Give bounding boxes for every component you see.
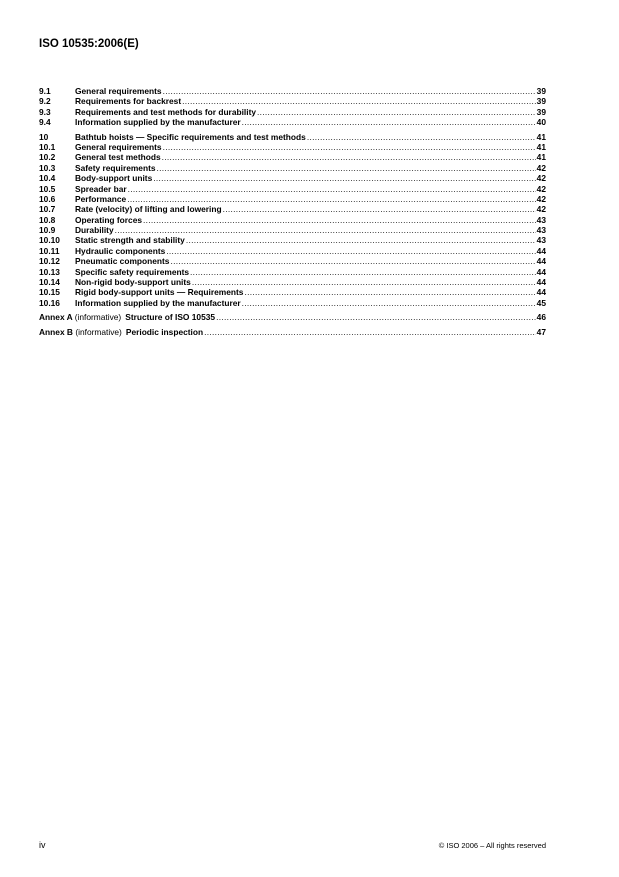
dot-leader	[163, 142, 536, 152]
toc-entry[interactable]	[39, 142, 546, 152]
annex-type: (informative)	[74, 312, 122, 323]
toc-entry-number: 10.13	[39, 266, 60, 277]
toc-entry-number: 10.1	[39, 141, 56, 152]
toc-entry-number: 10.5	[39, 183, 56, 194]
dot-leader	[182, 96, 536, 106]
toc-entry[interactable]	[39, 277, 546, 287]
dot-leader	[143, 215, 536, 225]
dot-leader	[163, 86, 536, 96]
toc-entry-title: General test methods	[75, 152, 161, 163]
toc-entry[interactable]	[39, 107, 546, 117]
toc-entry-page: 47	[536, 326, 546, 337]
toc-entry-title: Non-rigid body-support units	[75, 277, 191, 288]
toc-entry-title: Bathtub hoists — Specific requirements and test methods	[75, 131, 306, 142]
toc-entry-page: 44	[536, 266, 546, 277]
toc-entry-number: 10.14	[39, 277, 60, 288]
toc-entry-page: 44	[536, 277, 546, 288]
toc-entry-title: Requirements and test methods for durability	[75, 106, 257, 117]
toc-entry-page: 39	[536, 106, 546, 117]
toc-entry-title: General requirements	[75, 86, 162, 96]
annex-letter: Annex B	[39, 326, 73, 337]
toc-entry[interactable]	[39, 117, 546, 127]
toc-entry[interactable]	[39, 235, 546, 245]
annex-label	[39, 327, 122, 337]
annex-label	[39, 312, 121, 322]
toc-entry[interactable]	[39, 96, 546, 106]
dot-leader	[242, 117, 536, 127]
toc-entry-page: 42	[536, 173, 546, 184]
toc-entry-number: 9.1	[39, 86, 51, 96]
dot-leader	[115, 225, 536, 235]
toc-entry-title: Information supplied by the manufacturer	[75, 117, 241, 128]
toc-entry-number: 10.9	[39, 225, 56, 236]
dot-leader	[186, 235, 536, 245]
toc-entry-number: 10.16	[39, 297, 60, 308]
dot-leader	[216, 312, 536, 322]
toc-entry[interactable]	[39, 287, 546, 297]
toc-entry-number: 10.2	[39, 152, 56, 163]
toc-entry-number: 9.2	[39, 96, 51, 107]
document-header: ISO 10535:2006(E)	[39, 38, 139, 50]
toc-entry-title: General requirements	[75, 141, 162, 152]
toc-entry-title: Requirements for backrest	[75, 96, 182, 107]
toc-entry-number: 10.3	[39, 162, 56, 173]
dot-leader	[190, 267, 536, 277]
annex-title: Structure of ISO 10535	[125, 312, 216, 323]
toc-entry[interactable]	[39, 184, 546, 194]
toc-entry-page: 42	[536, 193, 546, 204]
toc-entry-title: Rate (velocity) of lifting and lowering	[75, 204, 222, 215]
dot-leader	[192, 277, 536, 287]
toc-entry-number: 10.8	[39, 214, 56, 225]
dot-leader	[170, 256, 535, 266]
dot-leader	[257, 107, 536, 117]
toc-entry[interactable]	[39, 194, 546, 204]
toc-entry-number: 10.10	[39, 235, 60, 246]
toc-entry-title: Specific safety requirements	[75, 266, 190, 277]
toc-entry-title: Durability	[75, 225, 114, 236]
toc-entry-number: 10.4	[39, 173, 56, 184]
dot-leader	[223, 204, 536, 214]
toc-entry-number: 10	[39, 131, 49, 142]
toc-entry-page: 39	[536, 86, 546, 96]
toc-entry-page: 42	[536, 204, 546, 215]
dot-leader	[244, 287, 535, 297]
toc-annex-entry[interactable]	[39, 312, 546, 322]
toc-entry-title: Pneumatic components	[75, 256, 170, 267]
footer-page-number: iv	[39, 840, 46, 850]
toc-entry[interactable]	[39, 132, 546, 142]
toc-entry-title: Operating forces	[75, 214, 143, 225]
toc-entry[interactable]	[39, 298, 546, 308]
table-of-contents	[39, 86, 546, 337]
toc-entry[interactable]	[39, 256, 546, 266]
dot-leader	[166, 246, 535, 256]
annex-letter: Annex A	[39, 312, 73, 323]
toc-entry[interactable]	[39, 246, 546, 256]
toc-entry-page: 42	[536, 162, 546, 173]
toc-entry-title: Body-support units	[75, 173, 153, 184]
toc-entry-page: 41	[536, 141, 546, 152]
toc-entry-page: 40	[536, 117, 546, 128]
dot-leader	[162, 152, 536, 162]
toc-entry[interactable]	[39, 215, 546, 225]
dot-leader	[153, 173, 535, 183]
annex-type: (informative)	[75, 326, 122, 337]
dot-leader	[307, 132, 536, 142]
toc-entry-page: 46	[536, 312, 546, 323]
toc-entry-number: 9.4	[39, 117, 51, 128]
toc-entry-number: 9.3	[39, 106, 51, 117]
toc-entry-page: 41	[536, 152, 546, 163]
dot-leader	[128, 184, 536, 194]
toc-entry-page: 44	[536, 287, 546, 298]
toc-entry-page: 45	[536, 297, 546, 308]
toc-entry-title: Performance	[75, 193, 127, 204]
toc-entry-page: 41	[536, 131, 546, 142]
dot-leader	[127, 194, 535, 204]
toc-entry[interactable]	[39, 152, 546, 162]
toc-entry-title: Spreader bar	[75, 183, 127, 194]
toc-entry-page: 43	[536, 214, 546, 225]
annex-title: Periodic inspection	[125, 326, 204, 337]
toc-entry[interactable]	[39, 86, 546, 96]
toc-entry-title: Hydraulic components	[75, 245, 166, 256]
toc-entry[interactable]	[39, 163, 546, 173]
toc-entry-page: 44	[536, 245, 546, 256]
toc-entry-title: Safety requirements	[75, 162, 156, 173]
toc-entry-page: 44	[536, 256, 546, 267]
toc-entry[interactable]	[39, 204, 546, 214]
toc-entry-number: 10.15	[39, 287, 60, 298]
toc-entry-title: Information supplied by the manufacturer	[75, 297, 241, 308]
toc-entry-page: 43	[536, 225, 546, 236]
footer-copyright: © ISO 2006 – All rights reserved	[438, 841, 546, 850]
toc-entry[interactable]	[39, 225, 546, 235]
dot-leader	[242, 298, 536, 308]
toc-entry[interactable]	[39, 267, 546, 277]
toc-entry-number: 10.11	[39, 245, 60, 256]
toc-annex-entry[interactable]	[39, 327, 546, 337]
toc-entry[interactable]	[39, 173, 546, 183]
toc-entry-number: 10.7	[39, 204, 56, 215]
dot-leader	[157, 163, 536, 173]
toc-entry-title: Rigid body-support units — Requirements	[75, 287, 244, 298]
toc-entry-page: 39	[536, 96, 546, 107]
toc-entry-number: 10.6	[39, 193, 56, 204]
toc-entry-number: 10.12	[39, 256, 60, 267]
toc-entry-page: 42	[536, 183, 546, 194]
dot-leader	[204, 327, 536, 337]
toc-entry-page: 43	[536, 235, 546, 246]
toc-entry-title: Static strength and stability	[75, 235, 185, 246]
